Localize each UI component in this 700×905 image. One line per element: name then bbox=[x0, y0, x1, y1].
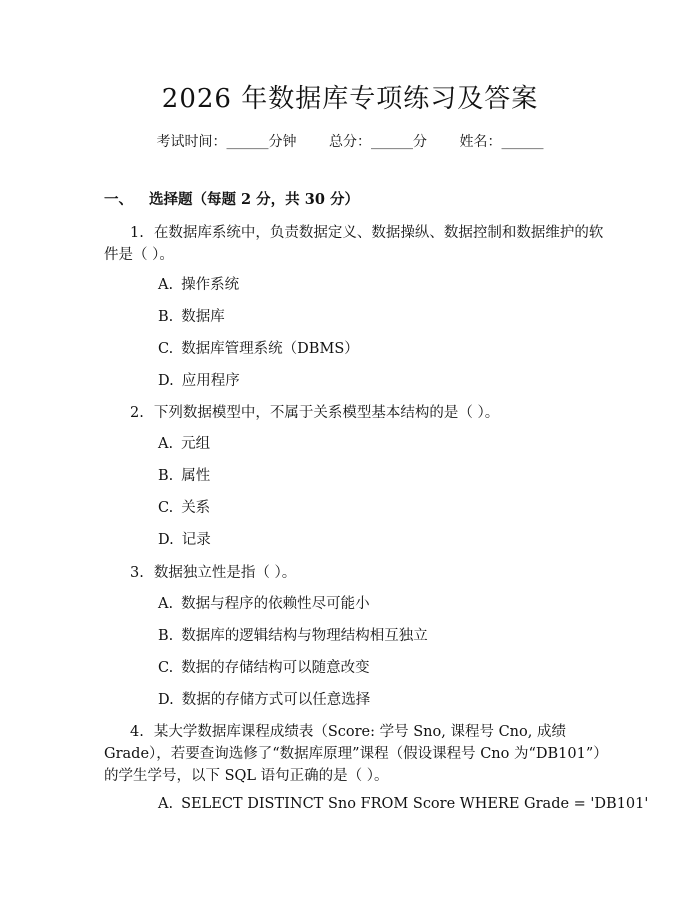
option-text: SELECT DISTINCT Sno FROM Score WHERE Grade = 'DB101' bbox=[181, 796, 649, 812]
option-text: 记录 bbox=[181, 532, 211, 548]
question-number: 4. bbox=[130, 724, 144, 740]
question-number: 2. bbox=[130, 405, 144, 421]
question-text: 在数据库系统中，负责数据定义、数据操纵、数据控制和数据维护的软件是（ ）。 bbox=[104, 225, 604, 263]
option-text: 数据库管理系统（DBMS） bbox=[181, 341, 359, 357]
section-number: 一、 bbox=[104, 191, 133, 208]
q4-option-a bbox=[158, 794, 648, 814]
option-letter: C. bbox=[158, 500, 174, 516]
option-letter: A. bbox=[158, 796, 174, 812]
document-title: 2026 年数据库专项练习及答案 bbox=[161, 84, 539, 114]
option-letter: D. bbox=[158, 692, 174, 708]
exam-info-line bbox=[0, 132, 700, 152]
q2-option-c bbox=[158, 498, 210, 518]
q3-option-c bbox=[158, 658, 370, 678]
option-letter: C. bbox=[158, 660, 174, 676]
section-title: 选择题（每题 2 分，共 30 分） bbox=[149, 191, 359, 208]
option-letter: B. bbox=[158, 468, 174, 484]
student-name-field: 姓名：______ bbox=[459, 134, 544, 150]
option-letter: B. bbox=[158, 628, 174, 644]
option-text: 数据的存储结构可以随意改变 bbox=[181, 660, 370, 676]
q1-option-d bbox=[158, 371, 240, 391]
question-4 bbox=[104, 721, 608, 787]
q2-option-a bbox=[158, 434, 210, 454]
section-heading bbox=[104, 190, 359, 210]
option-text: 元组 bbox=[181, 436, 211, 452]
q2-option-d bbox=[158, 530, 211, 550]
q1-option-a bbox=[158, 275, 239, 295]
total-score-field: 总分：______分 bbox=[329, 134, 427, 150]
q2-option-b bbox=[158, 466, 210, 486]
question-1 bbox=[104, 222, 608, 266]
question-2 bbox=[104, 402, 608, 424]
question-text: 数据独立性是指（ ）。 bbox=[153, 565, 297, 581]
question-text: 下列数据模型中，不属于关系模型基本结构的是（ ）。 bbox=[153, 405, 500, 421]
option-letter: D. bbox=[158, 532, 174, 548]
question-text: 某大学数据库课程成绩表（Score: 学号 Sno, 课程号 Cno, 成绩 Grade），若要查询选修了“数据库原理”课程（假设课程号 Cno 为“DB101”）的学生学号，以下 SQL 语句正确的是（ ）。 bbox=[104, 724, 608, 784]
option-letter: B. bbox=[158, 309, 174, 325]
q3-option-a bbox=[158, 594, 370, 614]
option-text: 数据的存储方式可以任意选择 bbox=[181, 692, 371, 708]
option-letter: C. bbox=[158, 341, 174, 357]
question-3 bbox=[104, 562, 608, 584]
q3-option-d bbox=[158, 690, 370, 710]
q1-option-c bbox=[158, 339, 359, 359]
option-text: 关系 bbox=[181, 500, 211, 516]
question-number: 1. bbox=[130, 225, 144, 241]
option-text: 操作系统 bbox=[181, 277, 240, 293]
option-text: 数据与程序的依赖性尽可能小 bbox=[181, 596, 370, 612]
q3-option-b bbox=[158, 626, 428, 646]
q1-option-b bbox=[158, 307, 225, 327]
option-text: 数据库的逻辑结构与物理结构相互独立 bbox=[181, 628, 428, 644]
option-text: 数据库 bbox=[181, 309, 225, 325]
option-text: 属性 bbox=[181, 468, 211, 484]
question-number: 3. bbox=[130, 565, 144, 581]
option-letter: D. bbox=[158, 373, 174, 389]
option-text: 应用程序 bbox=[181, 373, 240, 389]
option-letter: A. bbox=[158, 277, 174, 293]
option-letter: A. bbox=[158, 436, 174, 452]
option-letter: A. bbox=[158, 596, 174, 612]
exam-time-field: 考试时间：______分钟 bbox=[156, 134, 297, 150]
